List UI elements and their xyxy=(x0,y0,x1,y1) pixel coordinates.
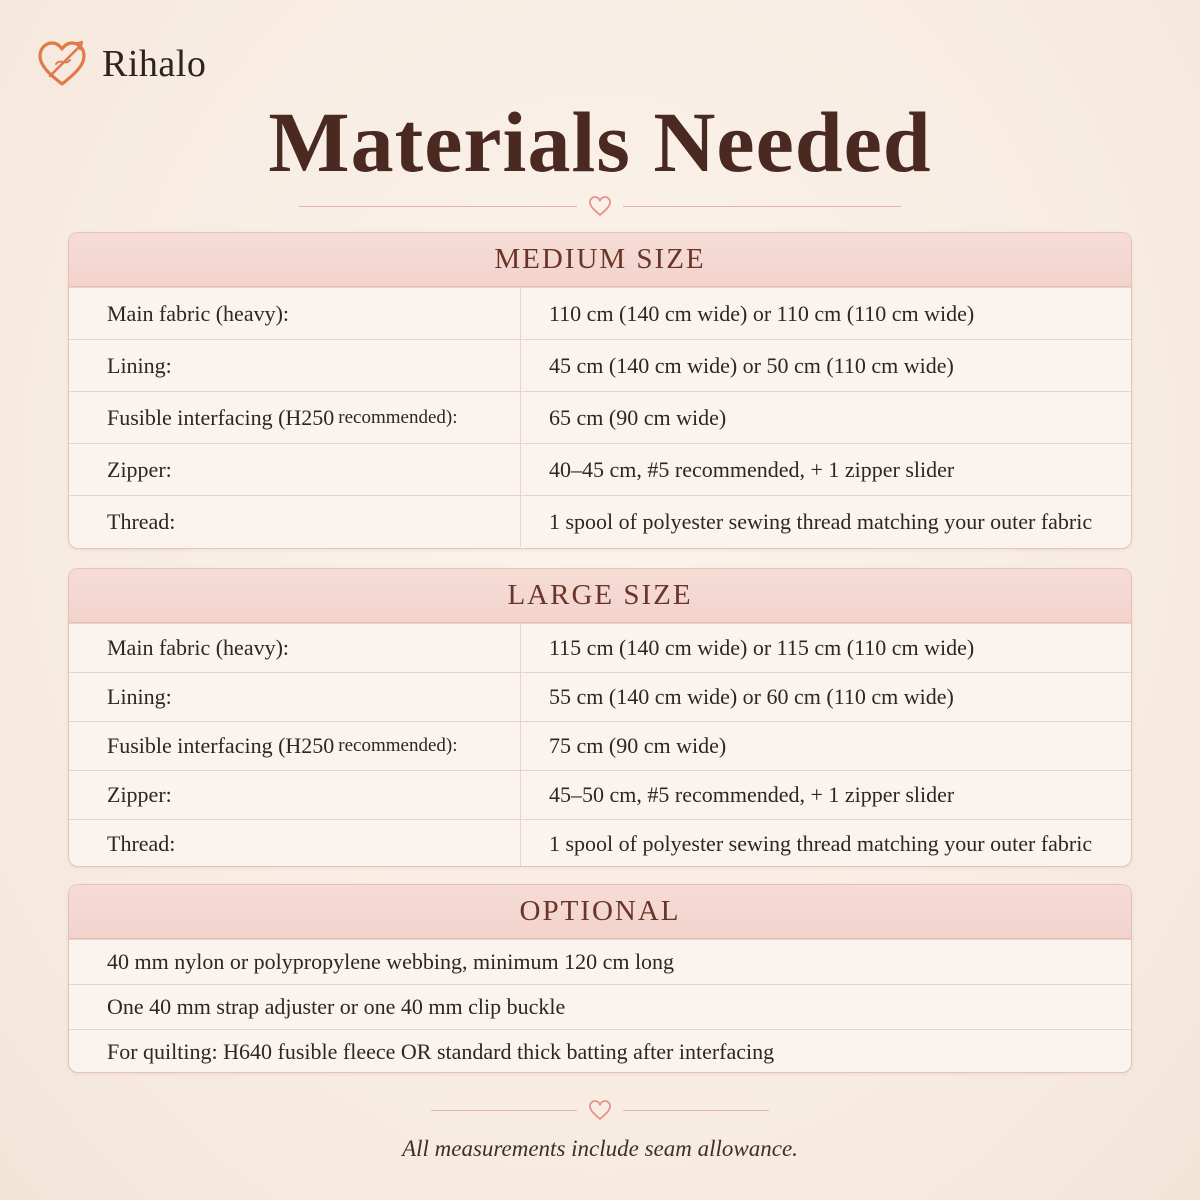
row-value: 45 cm (140 cm wide) or 50 cm (110 cm wide) xyxy=(549,352,954,378)
large-size-section xyxy=(68,568,1132,867)
list-item: 40 mm nylon or polypropylene webbing, minimum 120 cm long xyxy=(69,939,1131,984)
row-value: 110 cm (140 cm wide) or 110 cm (110 cm wide) xyxy=(549,300,975,326)
title-divider xyxy=(0,194,1200,218)
heart-icon xyxy=(587,194,613,218)
row-label: Fusible interfacing (H250 recommended): xyxy=(69,392,521,443)
row-value: 40–45 cm, #5 recommended, + 1 zipper slider xyxy=(549,456,955,482)
table-row xyxy=(69,339,1131,391)
heart-needle-icon xyxy=(34,36,90,92)
row-value: 115 cm (140 cm wide) or 115 cm (110 cm wide) xyxy=(549,635,975,660)
table-row xyxy=(69,391,1131,443)
page-title: Materials Needed xyxy=(268,94,932,190)
table-row xyxy=(69,819,1131,867)
table-row xyxy=(69,287,1131,339)
list-item: For quilting: H640 fusible fleece OR standard thick batting after interfacing xyxy=(69,1029,1131,1073)
list-item: One 40 mm strap adjuster or one 40 mm clip buckle xyxy=(69,984,1131,1029)
row-value: 1 spool of polyester sewing thread matching your outer fabric xyxy=(549,831,1093,856)
section-header: MEDIUM SIZE xyxy=(69,233,1131,287)
optional-section xyxy=(68,884,1132,1073)
footer-note: All measurements include seam allowance. xyxy=(402,1136,798,1161)
row-label: Thread: xyxy=(69,820,521,867)
brand-name: Rihalo xyxy=(102,43,207,85)
section-header: LARGE SIZE xyxy=(69,569,1131,623)
table-row xyxy=(69,672,1131,721)
row-label: Fusible interfacing (H250 recommended): xyxy=(69,722,521,770)
row-label: Zipper: xyxy=(69,444,521,495)
medium-size-section xyxy=(68,232,1132,549)
divider-line xyxy=(299,206,577,207)
row-value: 55 cm (140 cm wide) or 60 cm (110 cm wide) xyxy=(549,684,954,709)
table-row xyxy=(69,770,1131,819)
section-header: OPTIONAL xyxy=(69,885,1131,939)
row-value: 1 spool of polyester sewing thread matching your outer fabric xyxy=(549,508,1093,534)
row-label: Lining: xyxy=(69,340,521,391)
row-label: Thread: xyxy=(69,496,521,547)
brand-logo xyxy=(34,36,206,92)
table-row xyxy=(69,495,1131,547)
row-value: 45–50 cm, #5 recommended, + 1 zipper slider xyxy=(549,782,955,807)
table-row xyxy=(69,623,1131,672)
row-label: Main fabric (heavy): xyxy=(69,624,521,672)
row-label: Zipper: xyxy=(69,771,521,819)
divider-line xyxy=(431,1110,577,1111)
heart-icon xyxy=(587,1098,613,1122)
row-value: 65 cm (90 cm wide) xyxy=(549,404,727,430)
table-row xyxy=(69,721,1131,770)
footer-divider xyxy=(0,1098,1200,1122)
divider-line xyxy=(623,206,901,207)
row-label: Main fabric (heavy): xyxy=(69,288,521,339)
divider-line xyxy=(623,1110,769,1111)
row-value: 75 cm (90 cm wide) xyxy=(549,733,727,758)
row-label: Lining: xyxy=(69,673,521,721)
table-row xyxy=(69,443,1131,495)
